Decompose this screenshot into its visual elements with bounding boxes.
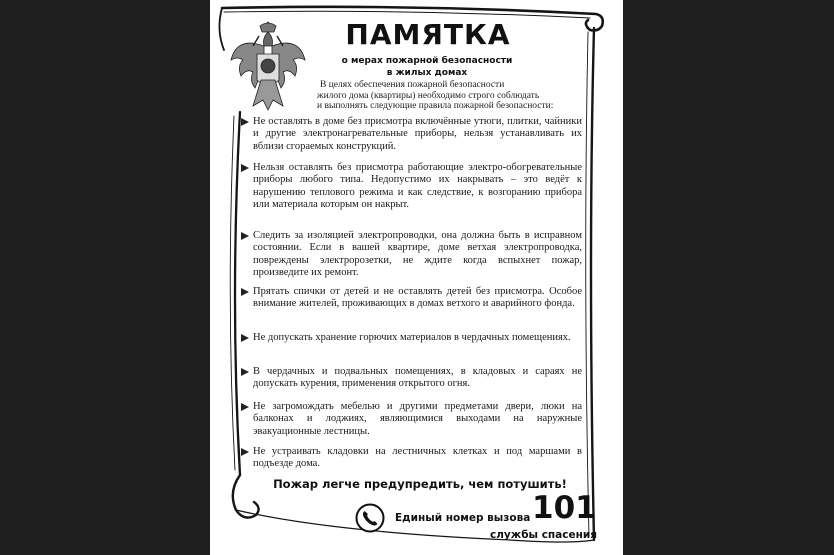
hotline-service-label: службы спасения (490, 529, 597, 541)
safety-slogan: Пожар легче предупредить, чем потушить! (273, 477, 567, 491)
intro-line: и выполнять следующие правила пожарной безопасности: (317, 101, 554, 111)
subtitle-line-2: в жилых домах (386, 68, 468, 78)
intro-paragraph (317, 80, 572, 112)
triangle-bullet-icon (241, 448, 249, 456)
rule-text: Не оставлять в доме без присмотра включённые утюги, плитки, чайники и другие электронагревательные приборы, нельзя устанавливать их вблизи сгораемых конструкций. (253, 116, 582, 152)
document-sheet (210, 0, 623, 555)
subtitle-line-1: о мерах пожарной безопасности (341, 56, 513, 66)
emergency-service-emblem (227, 16, 309, 114)
rule-text: Не допускать хранение горючих материалов в чердачных помещениях. (253, 332, 571, 343)
triangle-bullet-icon (241, 288, 249, 296)
triangle-bullet-icon (241, 368, 249, 376)
triangle-bullet-icon (241, 164, 249, 172)
rule-text: Не загромождать мебелью и другими предметами двери, люки на балконах и лоджиях, являющимися выходами на наружные эвакуационные лестницы. (253, 401, 582, 437)
intro-line: жилого дома (квартиры) необходимо строго соблюдать (317, 90, 540, 101)
hotline-number: 101 (532, 490, 597, 526)
intro-line: В целях обеспечения пожарной безопасности (320, 80, 505, 90)
telephone-handset-icon (355, 503, 385, 533)
rule-text: Не устраивать кладовки на лестничных клетках и под маршами в подъезде дома. (253, 446, 582, 470)
hotline-label: Единый номер вызова (395, 512, 531, 524)
triangle-bullet-icon (241, 403, 249, 411)
triangle-bullet-icon (241, 334, 249, 342)
rule-text: Следить за изоляцией электропроводки, она должна быть в исправном состоянии. Если в вашей квартире, доме ветхая электропроводка, повреждены электророзетки, не ждите когда вспыхнет пожар, произведите их ремонт. (253, 230, 582, 279)
triangle-bullet-icon (241, 118, 249, 126)
rule-text: Прятать спички от детей и не оставлять детей без присмотра. Особое внимание жителей, проживающих в домах ветхого и аварийного фонда. (253, 286, 582, 310)
rule-text: В чердачных и подвальных помещениях, в кладовых и сараях не допускать курения, применения открытого огня. (253, 366, 582, 390)
document-title: ПАМЯТКА (345, 18, 511, 51)
rule-text: Нельзя оставлять без присмотра работающие электро-обогревательные приборы любого типа. Недопустимо их накрывать – это ведёт к нарушению теплового режима и как следствие, к возгоранию прибора или материала которым он накрыт. (253, 162, 582, 211)
triangle-bullet-icon (241, 232, 249, 240)
